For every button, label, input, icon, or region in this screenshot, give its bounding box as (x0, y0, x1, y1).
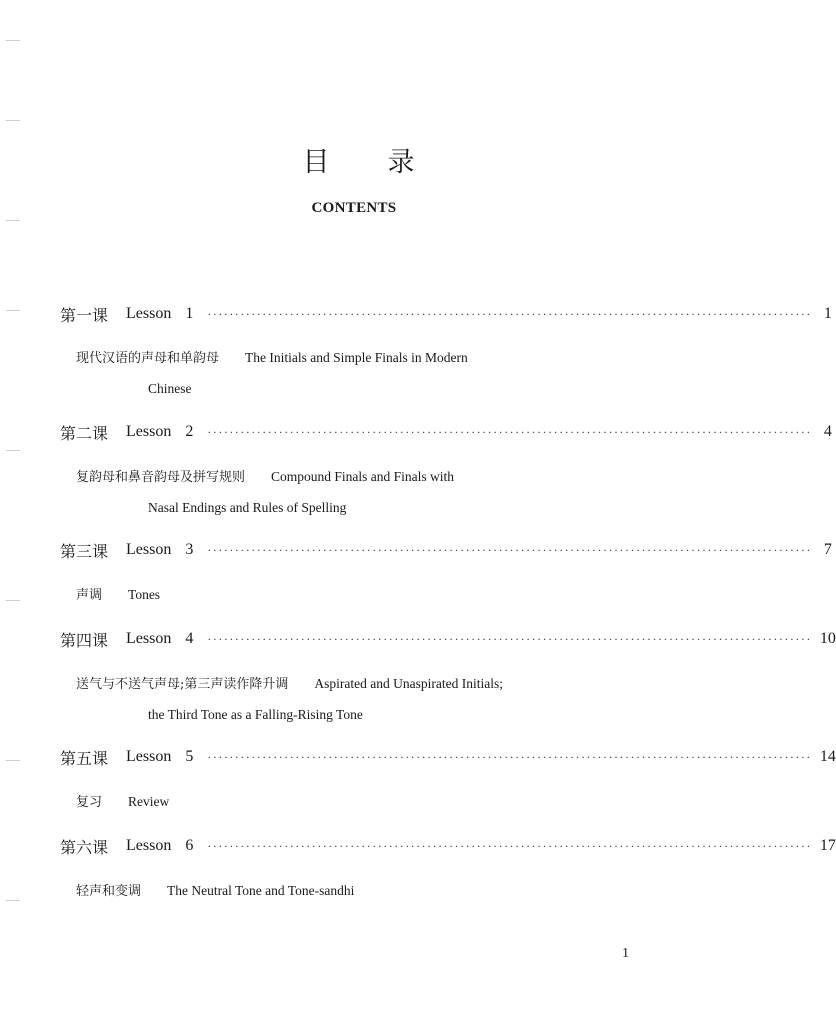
page-ref: 7 (823, 541, 832, 558)
lesson-cn: 第二课 (60, 423, 109, 443)
toc-subentry (76, 580, 656, 611)
toc-entry (60, 420, 832, 444)
scan-edge-mark (6, 40, 20, 41)
dot-leader: ·············································································································· (207, 839, 812, 853)
lesson-cn: 第四课 (60, 630, 109, 650)
subtitle-en: Compound Finals and Finals with (271, 469, 455, 484)
subtitle-en: Aspirated and Unaspirated Initials; (314, 676, 503, 691)
dot-leader: ·············································································································· (207, 543, 812, 557)
toc-entry (60, 834, 836, 858)
toc-subentry (76, 462, 656, 523)
lesson-cn: 第五课 (60, 748, 109, 768)
scan-edge-mark (6, 220, 20, 221)
page-ref: 14 (819, 748, 836, 765)
subtitle-en: Tones (128, 587, 161, 602)
toc-subentry (76, 343, 656, 404)
lesson-label: Lesson (126, 423, 172, 440)
lesson-number: 1 (185, 305, 194, 322)
toc-entry (60, 538, 832, 562)
scan-edge-mark (6, 600, 20, 601)
subtitle-en-continued: Nasal Endings and Rules of Spelling (148, 500, 347, 515)
scan-edge-mark (6, 120, 20, 121)
toc-subentry (76, 787, 656, 818)
scan-edge-mark (6, 900, 20, 901)
lesson-label: Lesson (126, 837, 172, 854)
page-number: 1 (622, 946, 629, 961)
toc-entry (60, 627, 836, 651)
subtitle-cn: 声调 (76, 588, 103, 603)
lesson-label: Lesson (126, 630, 172, 647)
page-ref: 17 (819, 837, 836, 854)
dot-leader: ·············································································································· (207, 307, 812, 321)
lesson-number: 2 (185, 423, 194, 440)
toc-entry (60, 745, 836, 769)
page-title-chinese: 目录 (302, 147, 473, 178)
page-ref: 1 (823, 305, 832, 322)
subtitle-cn: 送气与不送气声母;第三声读作降升调 (76, 677, 289, 692)
lesson-cn: 第六课 (60, 837, 109, 857)
lesson-number: 5 (185, 748, 194, 765)
subtitle-cn: 现代汉语的声母和单韵母 (76, 351, 220, 366)
subtitle-en: Review (128, 794, 170, 809)
lesson-label: Lesson (126, 541, 172, 558)
subtitle-en: The Initials and Simple Finals in Modern (245, 350, 468, 365)
toc-entry (60, 302, 832, 326)
subtitle-en: The Neutral Tone and Tone-sandhi (167, 883, 355, 898)
lesson-label: Lesson (126, 748, 172, 765)
scan-edge-mark (6, 760, 20, 761)
toc-subentry (76, 876, 656, 907)
subtitle-cn: 复习 (76, 795, 103, 810)
scan-edge-mark (6, 310, 20, 311)
toc-subentry (76, 669, 656, 730)
lesson-cn: 第三课 (60, 541, 109, 561)
subtitle-cn: 复韵母和鼻音韵母及拼写规则 (76, 470, 246, 485)
lesson-label: Lesson (126, 305, 172, 322)
scan-edge-mark (6, 450, 20, 451)
page-ref: 4 (823, 423, 832, 440)
dot-leader: ·············································································································· (207, 425, 812, 439)
lesson-number: 3 (185, 541, 194, 558)
lesson-cn: 第一课 (60, 305, 109, 325)
dot-leader: ·············································································································· (207, 750, 812, 764)
lesson-number: 4 (185, 630, 194, 647)
lesson-number: 6 (185, 837, 194, 854)
dot-leader: ·············································································································· (207, 632, 812, 646)
subtitle-cn: 轻声和变调 (76, 884, 142, 899)
page-ref: 10 (819, 630, 836, 647)
page-title-english: CONTENTS (311, 200, 397, 216)
subtitle-en-continued: Chinese (148, 381, 192, 396)
subtitle-en-continued: the Third Tone as a Falling-Rising Tone (148, 707, 363, 722)
